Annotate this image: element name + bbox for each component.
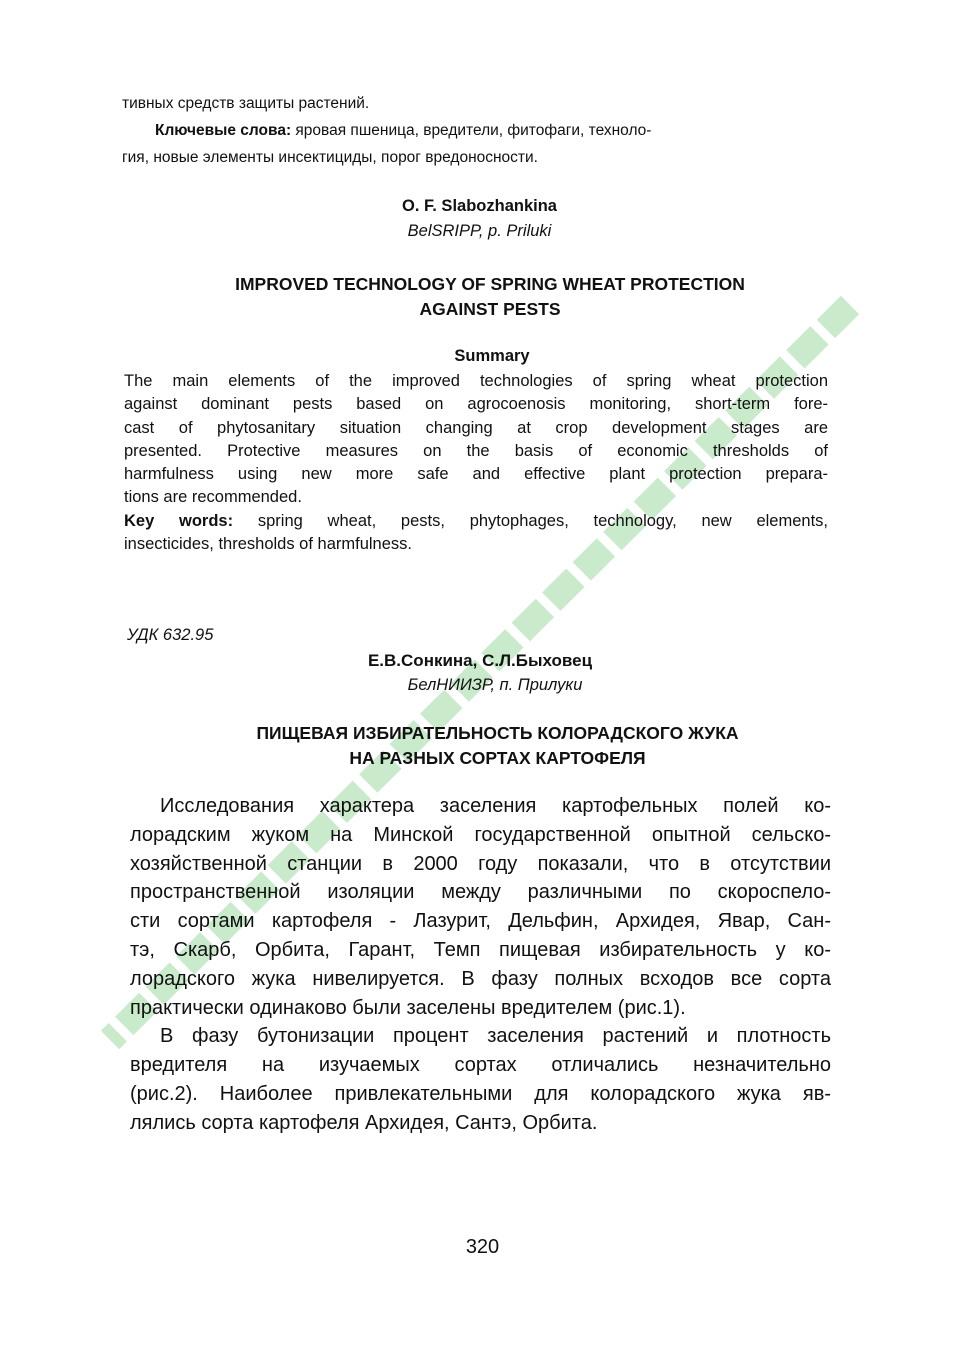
english-keywords (124, 510, 828, 533)
body-line: тэ, Скарб, Орбита, Гарант, Темп пищевая избирательность у ко- (130, 938, 831, 961)
page-number: 320 (465, 1236, 500, 1258)
body-line: хозяйственной станции в 2000 году показали, что в отсутствии (130, 852, 831, 875)
body-line: лялись сорта картофеля Архидея, Сантэ, Орбита. (130, 1111, 598, 1134)
russian-title (150, 721, 845, 771)
english-title (130, 272, 850, 322)
english-title-line: AGAINST PESTS (419, 299, 561, 319)
body-line: лорадским жуком на Минской государственной опытной сельско- (130, 823, 831, 846)
previous-keywords (122, 117, 832, 144)
russian-affiliation: БелНИИЗР, п. Прилуки (407, 676, 583, 694)
summary-line: The main elements of the improved technologies of spring wheat protection (124, 372, 828, 390)
body-line: Исследования характера заселения картофельных полей ко- (160, 795, 831, 817)
body-line: практически одинаково были заселены вредителем (рис.1). (130, 996, 686, 1019)
summary-line: presented. Protective measures on the basis of economic thresholds of (124, 441, 828, 460)
english-keywords-text: spring wheat, pests, phytophages, technology, new elements, (233, 511, 829, 530)
summary-body (124, 370, 828, 556)
body-line: вредителя на изучаемых сортах отличались незначительно (130, 1054, 831, 1077)
english-keywords-label: Key words: (124, 511, 234, 530)
summary-line: harmfulness using new more safe and effective plant protection prepara- (124, 465, 828, 484)
english-keywords-cont: insecticides, thresholds of harmfulness. (124, 535, 412, 554)
body-line: В фазу бутонизации процент заселения растений и плотность (160, 1025, 831, 1048)
english-title-line: IMPROVED TECHNOLOGY OF SPRING WHEAT PROTECTION (235, 274, 745, 294)
russian-body (130, 792, 831, 1138)
body-line: (рис.2). Наиболее привлекательными для колорадского жука яв- (130, 1082, 831, 1105)
russian-title-line: НА РАЗНЫХ СОРТАХ КАРТОФЕЛЯ (349, 748, 646, 768)
udk-code: УДК 632.95 (127, 626, 214, 644)
keywords-label: Ключевые слова: (155, 122, 292, 139)
body-line: пространственной изоляции между различными по скороспело- (130, 881, 831, 904)
body-line: сти сортами картофеля - Лазурит, Дельфин, Архидея, Явар, Сан- (130, 910, 831, 933)
previous-text-line: тивных средств защиты растений. (122, 95, 370, 112)
english-affiliation: BelSRIPP, p. Priluki (407, 222, 552, 240)
body-line: лорадского жука нивелируется. В фазу полных всходов все сорта (130, 967, 831, 990)
keywords-text: яровая пшеница, вредители, фитофаги, техноло- (291, 122, 652, 139)
summary-line: cast of phytosanitary situation changing at crop development stages are (124, 418, 828, 437)
summary-line: tions are recommended. (124, 488, 302, 507)
russian-authors: Е.В.Сонкина, С.Л.Быховец (367, 651, 593, 670)
previous-keywords-cont: гия, новые элементы инсектициды, порог вредоносности. (122, 149, 538, 166)
russian-title-line: ПИЩЕВАЯ ИЗБИРАТЕЛЬНОСТЬ КОЛОРАДСКОГО ЖУКА (256, 723, 739, 743)
summary-line: against dominant pests based on agrocoenosis monitoring, short-term fore- (124, 395, 828, 414)
previous-article-ending (122, 90, 832, 171)
english-author: O. F. Slabozhankina (402, 197, 557, 215)
summary-heading: Summary (454, 347, 530, 365)
